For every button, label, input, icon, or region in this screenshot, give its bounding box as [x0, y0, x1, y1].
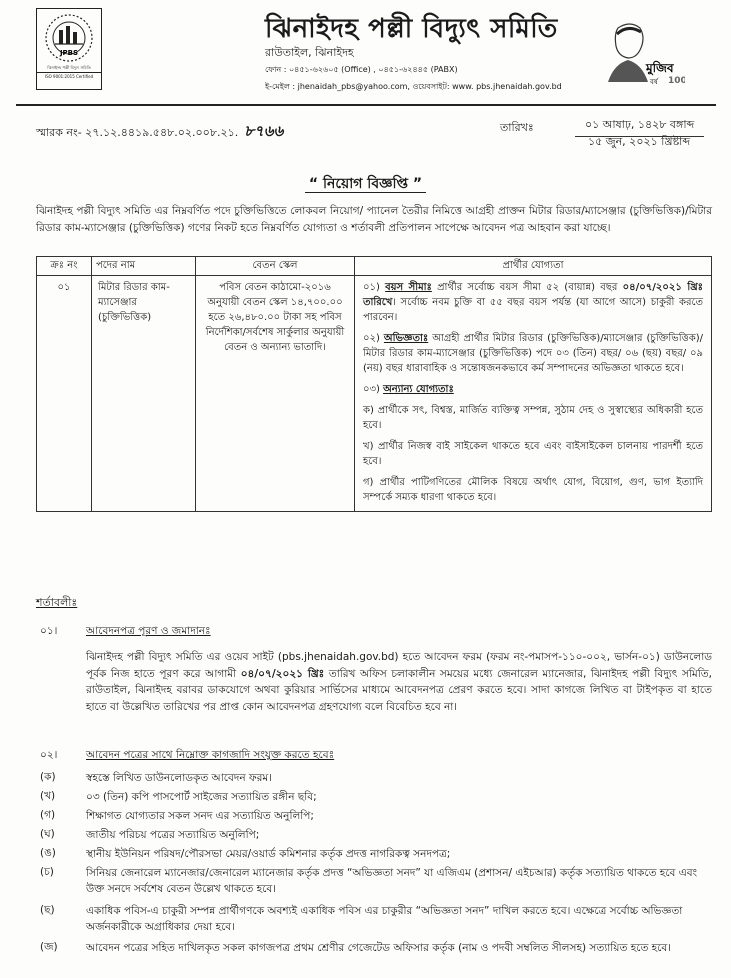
attachment-item-text: সিনিয়র জেনারেল ম্যানেজার/জেনারেল ম্যানেজার কর্তৃক প্রদত্ত “অভিজ্ঞতা সনদ” যা এজিএম (প্রশাসন/ এইচআর) কর্তৃক সত্যায়িত থাকতে হবে এবং উক্ত সনদে সর্বশেষ বেতন উল্লেখ থাকতে হবে। — [86, 867, 698, 895]
organization-name: ঝিনাইদহ পল্লী বিদ্যুৎ সমিতি — [265, 14, 558, 44]
iso-certificate: ISO 9001:2015 Certified — [37, 72, 101, 79]
term-2-number: ০২। — [40, 749, 58, 761]
notice-intro: ঝিনাইদহ পল্লী বিদ্যুৎ সমিতি এর নিম্নবর্ণিত পদে চুক্তিভিত্তিতে লোকবল নিয়োগ/ প্যানেল তৈরীর নিমিত্তে আগ্রহী প্রাক্তন মিটার রিডার/ম্যাসেঞ্জার (চুক্তিভিত্তিক)/মিটার রিডার কাম-ম্যাসেঞ্জার (চুক্তিভিত্তিক) গণের নিকট হতে নিম্নবর্ণিত যোগ্যতা ও শর্তাবলী প্রতিপালন সাপেক্ষে আবেদন পত্র আহবান করা যাচ্ছে। — [36, 205, 712, 234]
term-1-text-2: তারিখ অফিস চলাকালীন সময়ের মধ্যে জেনারেল ম্যানেজার, ঝিনাইদহ পল্লী বিদ্যুৎ সমিতি, রাউতাইল, ঝিনাইদহ বরাবর ডাকযোগে অথবা কুরিয়ার সার্ভিসের মাধ্যমে আবেদনপত্র প্রেরণ করতে হবে। সাদা কাগজে লিখিত বা টাইপকৃত বা হাতে হাতে বা উল্লেখিত তারিখের পর প্রাপ্ত কোন আবেদনপত্র গ্রহণযোগ্য বলে বিবেচিত হবে না। — [86, 667, 712, 713]
attachment-item-number: (চ) — [40, 866, 54, 878]
portrait-sketch-icon — [600, 20, 685, 90]
attachment-item-text: আবেদন পত্রের সহিত দাখিলকৃত সকল কাগজপত্র প্রথম শ্রেণীর গেজেটেড অফিসার কর্তৃক (নাম ও পদবী সম্বলিত সীলসহ) সত্যায়িত হতে হবে। — [86, 942, 671, 954]
mujib-sub: বর্ষ — [650, 78, 658, 86]
attachment-item-text: একাধিক পবিস-এ চাকুরী সম্পন্ন প্রার্থীগণকে অবশ্যই একাধিক পবিস এর চাকুরীর “অভিজ্ঞতা সনদ” দাখিল করতে হবে। এক্ষেত্রে সর্বোচ্চ অভিজ্ঞতা অর্জনকারীকে অগ্রাধিকার দেয়া হবে। — [86, 905, 683, 933]
qual-exp-no: ০২) — [363, 333, 380, 344]
attachment-item-text: স্বহস্তে লিখিত ডাউনলোডকৃত আবেদন ফরম। — [86, 772, 273, 784]
row-qualification — [355, 276, 712, 512]
organization-address: রাউতাইল, ঝিনাইদহ — [265, 46, 354, 59]
qual-other-a: ক) প্রার্থীকে সৎ, বিশ্বস্ত, মার্জিত ব্যক্তিত্ব সম্পন্ন, সুঠাম দেহ ও সুস্বাস্থ্যের অধিকারী হতে হবে। — [363, 405, 703, 431]
row-serial: ০১ — [37, 276, 92, 512]
qual-age — [363, 280, 703, 325]
terms-heading: শর্তাবলীঃ — [36, 596, 78, 609]
date-label: তারিখঃ — [500, 121, 534, 134]
notice-title — [0, 172, 731, 196]
qual-other-c: গ) প্রার্থীর পাটিগণিতের মৌলিক বিষয়ে অর্থাৎ যোগ, বিয়োগ, গুণ, ভাগ ইত্যাদি সম্পর্কে সম্যক ধারণা থাকতে হবে। — [363, 477, 703, 503]
attachment-item-number: (ঙ) — [40, 847, 56, 859]
pbs-logo — [36, 8, 102, 90]
attachment-item-number: (খ) — [40, 790, 56, 802]
qual-exp-title: অভিজ্ঞতাঃ — [383, 333, 429, 344]
organization-email: ই-মেইল : jhenaidah_pbs@yahoo.com, ওয়েবসাইট: www. pbs.jhenaidah.gov.bd — [265, 82, 562, 91]
date-bangla: ০১ আষাঢ়, ১৪২৮ বঙ্গাব্দ — [575, 116, 704, 137]
mujib-text: মুজিব — [646, 61, 674, 75]
attachment-item-number: (ক) — [40, 771, 56, 783]
term-1-text: ঝিনাইদহ পল্লী বিদ্যুৎ সমিতি এর ওয়েব সাইট (pbs.jhenaidah.gov.bd) হতে আবেদন ফরম (ফরম নং-পমাসপ-১১০-০০২, ভার্সন-০১) ডাউনলোড পূর্বক নিজ হাতে পূরণ করে আগামী — [86, 651, 712, 680]
term-2-heading: আবেদন পত্রের সাথে নিম্নোক্ত কাগজাদি সংযুক্ত করতে হবেঃ — [86, 749, 335, 761]
header-qualification: প্রার্থীর যোগ্যতা — [355, 257, 712, 276]
qual-age-title: বয়স সীমাঃ — [385, 282, 432, 293]
memo-reference-number: স্মারক নং- ২৭.১২.৪৪১৯.৫৪৮.০২.০০৮.২১. — [36, 126, 239, 139]
term-1-deadline: ০৪/০৭/২০২১ খ্রিঃ — [240, 667, 325, 680]
qual-age-date: ০৪/০৭/২০২১ খ্রিঃ তারিখে — [363, 282, 703, 308]
term-1-heading: আবেদনপত্র পূরণ ও জমাদানঃ — [86, 625, 211, 637]
qual-age-text: প্রার্থীর সর্বোচ্চ বয়স সীমা ৫২ (বায়ান্ন) বছর — [437, 282, 618, 293]
mujib-number: 100 — [668, 76, 685, 86]
logo-abbr: JPBS — [59, 49, 79, 57]
qual-exp-text: আগ্রহী প্রার্থীর মিটার রিডার (চুক্তিভিত্তিক)/ম্যাসেঞ্জার (চুক্তিভিত্তিক)/মিটার রিডার কাম-ম্যাসেঞ্জার (চুক্তিভিত্তিক) পদে ০৩ (তিন) বছর/ ০৬ (ছয়) বছর/ ০৯ (নয়) বছর ধারাবাহিক ও সন্তোষজনকভাবে কর্ম সম্পাদনের অভিজ্ঞতা থাকতে হবে। — [363, 333, 703, 374]
notice-title-text: “ নিয়োগ বিজ্ঞপ্তি ” — [305, 176, 426, 193]
qual-other-b: খ) প্রার্থীর নিজস্ব বাই সাইকেল থাকতে হবে এবং বাইসাইকেল চালনায় পারদর্শী হতে হবে। — [363, 441, 703, 467]
qual-age-text-2: । সর্বোচ্চ নবম চুক্তি বা ৫৫ বছর বয়স পর্যন্ত (যা আগে আসে) চাকুরী করতে পারবেন। — [363, 297, 703, 323]
qual-experience — [363, 331, 703, 376]
organization-phone: ফোন : ০৪৫১-৬২৬০৫ (Office) , ০৪৫১-৬২৪৪৫ (PABX) — [265, 65, 458, 74]
date-english: ১৫ জুন, ২০২১ খ্রিষ্টাব্দ — [588, 135, 691, 148]
header-pay-scale: বেতন স্কেল — [196, 257, 355, 276]
header-divider — [16, 104, 716, 106]
row-post: মিটার রিডার কাম-ম্যাসেঞ্জার (চুক্তিভিত্তিক) — [92, 276, 196, 512]
attachment-item-number: (গ) — [40, 809, 56, 821]
attachment-item-text: শিক্ষাগত যোগ্যতার সকল সনদ এর সত্যায়িত অনুলিপি; — [86, 810, 314, 822]
qual-age-no: ০১) — [363, 282, 380, 293]
attachment-item-number: (জ) — [40, 941, 58, 953]
table-header-row — [37, 257, 712, 276]
qual-other-title: অন্যান্য যোগ্যতাঃ — [383, 384, 454, 395]
term-1-number: ০১। — [40, 625, 58, 637]
memo-reference — [36, 120, 283, 145]
qual-other — [363, 382, 703, 397]
header-post: পদের নাম — [92, 257, 196, 276]
header-serial: ক্রঃ নং — [37, 257, 92, 276]
row-pay-scale: পবিস বেতন কাঠামো-২০১৬ অনুযায়ী বেতন স্কেল ১৪,৭০০.০০ হতে ২৬,৪৮০.০০ টাকা সহ পবিস নির্দেশিকা/সর্বশেষ সার্কুলার অনুযায়ী বেতন ও অন্যান্য ভাতাদি। — [196, 276, 355, 512]
attachment-item-text: জাতীয় পরিচয় পত্রের সত্যায়িত অনুলিপি; — [86, 829, 260, 841]
memo-handwritten-number: ৮৭৬৬ — [244, 122, 284, 140]
attachment-item-number: (ঘ) — [40, 828, 55, 840]
logo-caption: ঝিনাইদহ পল্লী বিদ্যুৎ সমিতি — [47, 65, 91, 70]
pbs-emblem-icon — [41, 12, 97, 64]
attachment-item-number: (ছ) — [40, 904, 55, 916]
vacancy-table — [36, 256, 712, 512]
qual-other-no: ০৩) — [363, 384, 380, 395]
term-1-paragraph — [86, 649, 712, 715]
mujib-borsho-logo — [600, 20, 685, 90]
table-row — [37, 276, 712, 512]
attachment-item-text: স্থানীয় ইউনিয়ন পরিষদ/পৌরসভা মেয়র/ওয়ার্ড কমিশনার কর্তৃক প্রদত্ত নাগরিকত্ব সনদপত্র; — [86, 848, 451, 860]
attachment-item-text: ০৩ (তিন) কপি পাসপোর্ট সাইজের সত্যায়িত রঙ্গীন ছবি; — [86, 791, 317, 803]
